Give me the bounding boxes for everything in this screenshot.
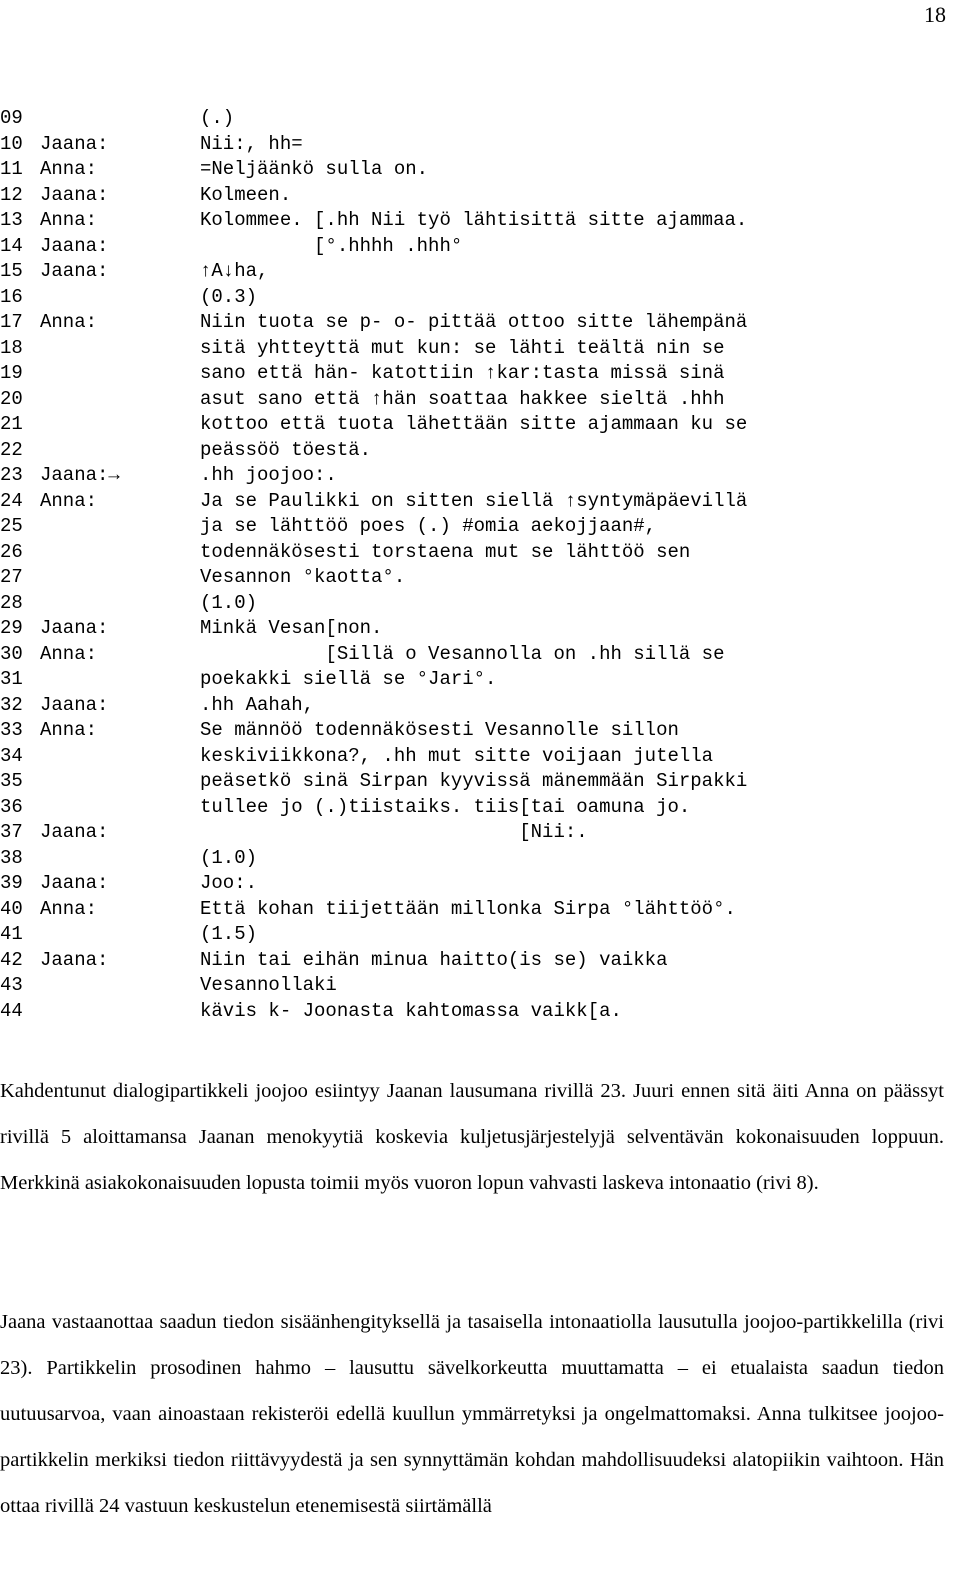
- transcript-line: [0, 948, 960, 974]
- transcript-line: [0, 897, 960, 923]
- transcript-line: [0, 336, 960, 362]
- line-number: 28: [0, 591, 23, 614]
- transcript-line: [0, 667, 960, 693]
- utterance-text: (.): [200, 107, 235, 129]
- utterance-text: ↑A↓ha,: [200, 260, 269, 282]
- transcript-line: [0, 463, 960, 489]
- transcript-line: [0, 973, 960, 999]
- transcript-line: [0, 208, 960, 234]
- transcript-line: [0, 387, 960, 413]
- transcript-line: [0, 183, 960, 209]
- line-number: 34: [0, 744, 23, 767]
- line-number: 33: [0, 719, 23, 741]
- utterance-text: ja se lähttöö poes (.) #omia aekojjaan#,: [200, 515, 657, 537]
- speaker-label: Anna:: [40, 311, 98, 333]
- line-number: 31: [0, 668, 23, 690]
- line-number: 40: [0, 897, 23, 920]
- transcript-line: [0, 565, 960, 591]
- line-number: 09: [0, 107, 23, 129]
- utterance-text: Kolommee. [.hh Nii työ lähtisittä sitte ajammaa.: [200, 209, 748, 231]
- utterance-text: =Neljäänkö sulla on.: [200, 158, 429, 180]
- utterance-text: (1.0): [200, 591, 258, 614]
- line-number: 36: [0, 795, 23, 818]
- transcript-line: [0, 489, 960, 515]
- transcript-line: [0, 693, 960, 719]
- transcript-line: [0, 591, 960, 617]
- transcript-line: [0, 922, 960, 948]
- transcript-line: [0, 514, 960, 540]
- transcript-line: [0, 616, 960, 642]
- utterance-text: (1.0): [200, 846, 258, 869]
- line-number: 26: [0, 540, 23, 563]
- utterance-text: Vesannollaki: [200, 974, 337, 996]
- utterance-text: sitä yhtteyttä mut kun: se lähti teältä nin se: [200, 336, 725, 359]
- line-number: 44: [0, 999, 23, 1022]
- line-number: 24: [0, 489, 23, 512]
- utterance-text: Se männöö todennäkösesti Vesannolle sillon: [200, 719, 679, 741]
- speaker-label: Jaana:: [40, 260, 109, 282]
- transcript-line: [0, 259, 960, 285]
- line-number: 25: [0, 515, 23, 537]
- speaker-label: Jaana:: [40, 872, 109, 894]
- line-number: 18: [0, 336, 23, 359]
- utterance-text: asut sano että ↑hän soattaa hakkee sieltä .hhh: [200, 387, 725, 410]
- speaker-label: Anna:: [40, 489, 98, 512]
- speaker-label: Anna:: [40, 897, 98, 920]
- line-number: 30: [0, 642, 23, 665]
- transcript: [0, 106, 960, 1024]
- utterance-text: Nii:, hh=: [200, 132, 303, 155]
- utterance-text: sano että hän- katottiin ↑kar:tasta missä sinä: [200, 362, 725, 384]
- utterance-text: Minkä Vesan[non.: [200, 617, 383, 639]
- speaker-label: Anna:: [40, 642, 98, 665]
- line-number: 11: [0, 158, 23, 180]
- transcript-line: [0, 718, 960, 744]
- transcript-line: [0, 412, 960, 438]
- utterance-text: [Sillä o Vesannolla on .hh sillä se: [200, 642, 725, 665]
- utterance-text: (1.5): [200, 923, 258, 945]
- transcript-line: [0, 438, 960, 464]
- transcript-line: [0, 234, 960, 260]
- utterance-text: Ja se Paulikki on sitten siellä ↑syntymäpäevillä: [200, 489, 748, 512]
- line-number: 42: [0, 948, 23, 971]
- page-number: 18: [924, 2, 946, 27]
- line-number: 39: [0, 872, 23, 894]
- utterance-text: Niin tuota se p- o- pittää ottoo sitte lähempänä: [200, 311, 748, 333]
- utterance-text: Joo:.: [200, 872, 258, 894]
- speaker-label: Anna:: [40, 209, 98, 231]
- utterance-text: kottoo että tuota lähettään sitte ajammaan ku se: [200, 413, 748, 435]
- utterance-text: tullee jo (.)tiistaiks. tiis[tai oamuna jo.: [200, 795, 691, 818]
- paragraph-1: Kahdentunut dialogipartikkeli joojoo esiintyy Jaanan lausumana rivillä 23. Juuri ennen sitä äiti Anna on päässyt rivillä 5 aloittamansa Jaanan menokyytiä koskevia kuljetusjärjestelyjä selventävän kokonaisuuden loppuun. Merkkinä asiakokonaisuuden lopusta toimii myös vuoron lopun vahvasti laskeva intonaatio (rivi 8).: [0, 1080, 944, 1194]
- utterance-text: poekakki siellä se °Jari°.: [200, 668, 497, 690]
- utterance-text: kävis k- Joonasta kahtomassa vaikk[a.: [200, 999, 622, 1022]
- line-number: 43: [0, 974, 23, 996]
- utterance-text: Niin tai eihän minua haitto(is se) vaikka: [200, 948, 668, 971]
- utterance-text: .hh Aahah,: [200, 693, 315, 716]
- utterance-text: todennäkösesti torstaena mut se lähttöö sen: [200, 540, 691, 563]
- speaker-label: Jaana:: [40, 693, 109, 716]
- speaker-label: Jaana:: [40, 948, 109, 971]
- line-number: 20: [0, 387, 23, 410]
- transcript-line: [0, 361, 960, 387]
- utterance-text: [Nii:.: [200, 821, 588, 843]
- speaker-label: Jaana:: [40, 821, 109, 843]
- line-number: 27: [0, 566, 23, 588]
- transcript-line: [0, 871, 960, 897]
- paragraph-2: Jaana vastaanottaa saadun tiedon sisäänhengityksellä ja tasaisella intonaatiolla lausutulla joojoo-partikkelilla (rivi 23). Partikkelin prosodinen hahmo – lausuttu sävelkorkeutta muuttamatta – ei etualaista saadun tiedon uutuusarvoa, vaan ainoastaan rekisteröi edellä kuullun ymmärretyksi ja ongelmattomaksi. Anna tulkitsee joojoo-partikkelin merkiksi tiedon riittävyydestä ja sen synnyttämän kohdan mahdollisuudeksi alatopiikin vaihtoon. Hän ottaa rivillä 24 vastuun keskustelun etenemisestä siirtämällä: [0, 1311, 944, 1517]
- line-number: 29: [0, 617, 23, 639]
- utterance-text: peäsetkö sinä Sirpan kyyvissä mänemmään Sirpakki: [200, 770, 748, 792]
- speaker-label: Jaana:: [40, 132, 109, 155]
- transcript-line: [0, 310, 960, 336]
- utterance-text: Että kohan tiijettään millonka Sirpa °lähttöö°.: [200, 897, 736, 920]
- line-number: 10: [0, 132, 23, 155]
- line-number: 38: [0, 846, 23, 869]
- line-number: 23: [0, 464, 23, 486]
- line-number: 16: [0, 285, 23, 308]
- transcript-line: [0, 642, 960, 668]
- line-number: 37: [0, 821, 23, 843]
- speaker-label: Jaana:: [40, 183, 109, 206]
- utterance-text: Vesannon °kaotta°.: [200, 566, 406, 588]
- speaker-label: Jaana:→: [40, 464, 120, 486]
- line-number: 14: [0, 234, 23, 257]
- speaker-label: Anna:: [40, 719, 98, 741]
- line-number: 35: [0, 770, 23, 792]
- line-number: 41: [0, 923, 23, 945]
- transcript-line: [0, 846, 960, 872]
- utterance-text: [°.hhhh .hhh°: [200, 234, 463, 257]
- transcript-line: [0, 106, 960, 132]
- transcript-line: [0, 540, 960, 566]
- utterance-text: peässöö töestä.: [200, 438, 372, 461]
- transcript-line: [0, 999, 960, 1025]
- line-number: 15: [0, 260, 23, 282]
- utterance-text: (0.3): [200, 285, 258, 308]
- speaker-label: Jaana:: [40, 234, 109, 257]
- utterance-text: Kolmeen.: [200, 183, 292, 206]
- transcript-line: [0, 285, 960, 311]
- transcript-line: [0, 795, 960, 821]
- line-number: 17: [0, 311, 23, 333]
- utterance-text: keskiviikkona?, .hh mut sitte voijaan jutella: [200, 744, 714, 767]
- line-number: 12: [0, 183, 23, 206]
- line-number: 22: [0, 438, 23, 461]
- line-number: 13: [0, 209, 23, 231]
- line-number: 32: [0, 693, 23, 716]
- transcript-line: [0, 157, 960, 183]
- transcript-line: [0, 820, 960, 846]
- line-number: 21: [0, 413, 23, 435]
- utterance-text: .hh joojoo:.: [200, 464, 337, 486]
- speaker-label: Anna:: [40, 158, 98, 180]
- line-number: 19: [0, 362, 23, 384]
- transcript-line: [0, 769, 960, 795]
- speaker-label: Jaana:: [40, 617, 109, 639]
- transcript-line: [0, 132, 960, 158]
- transcript-line: [0, 744, 960, 770]
